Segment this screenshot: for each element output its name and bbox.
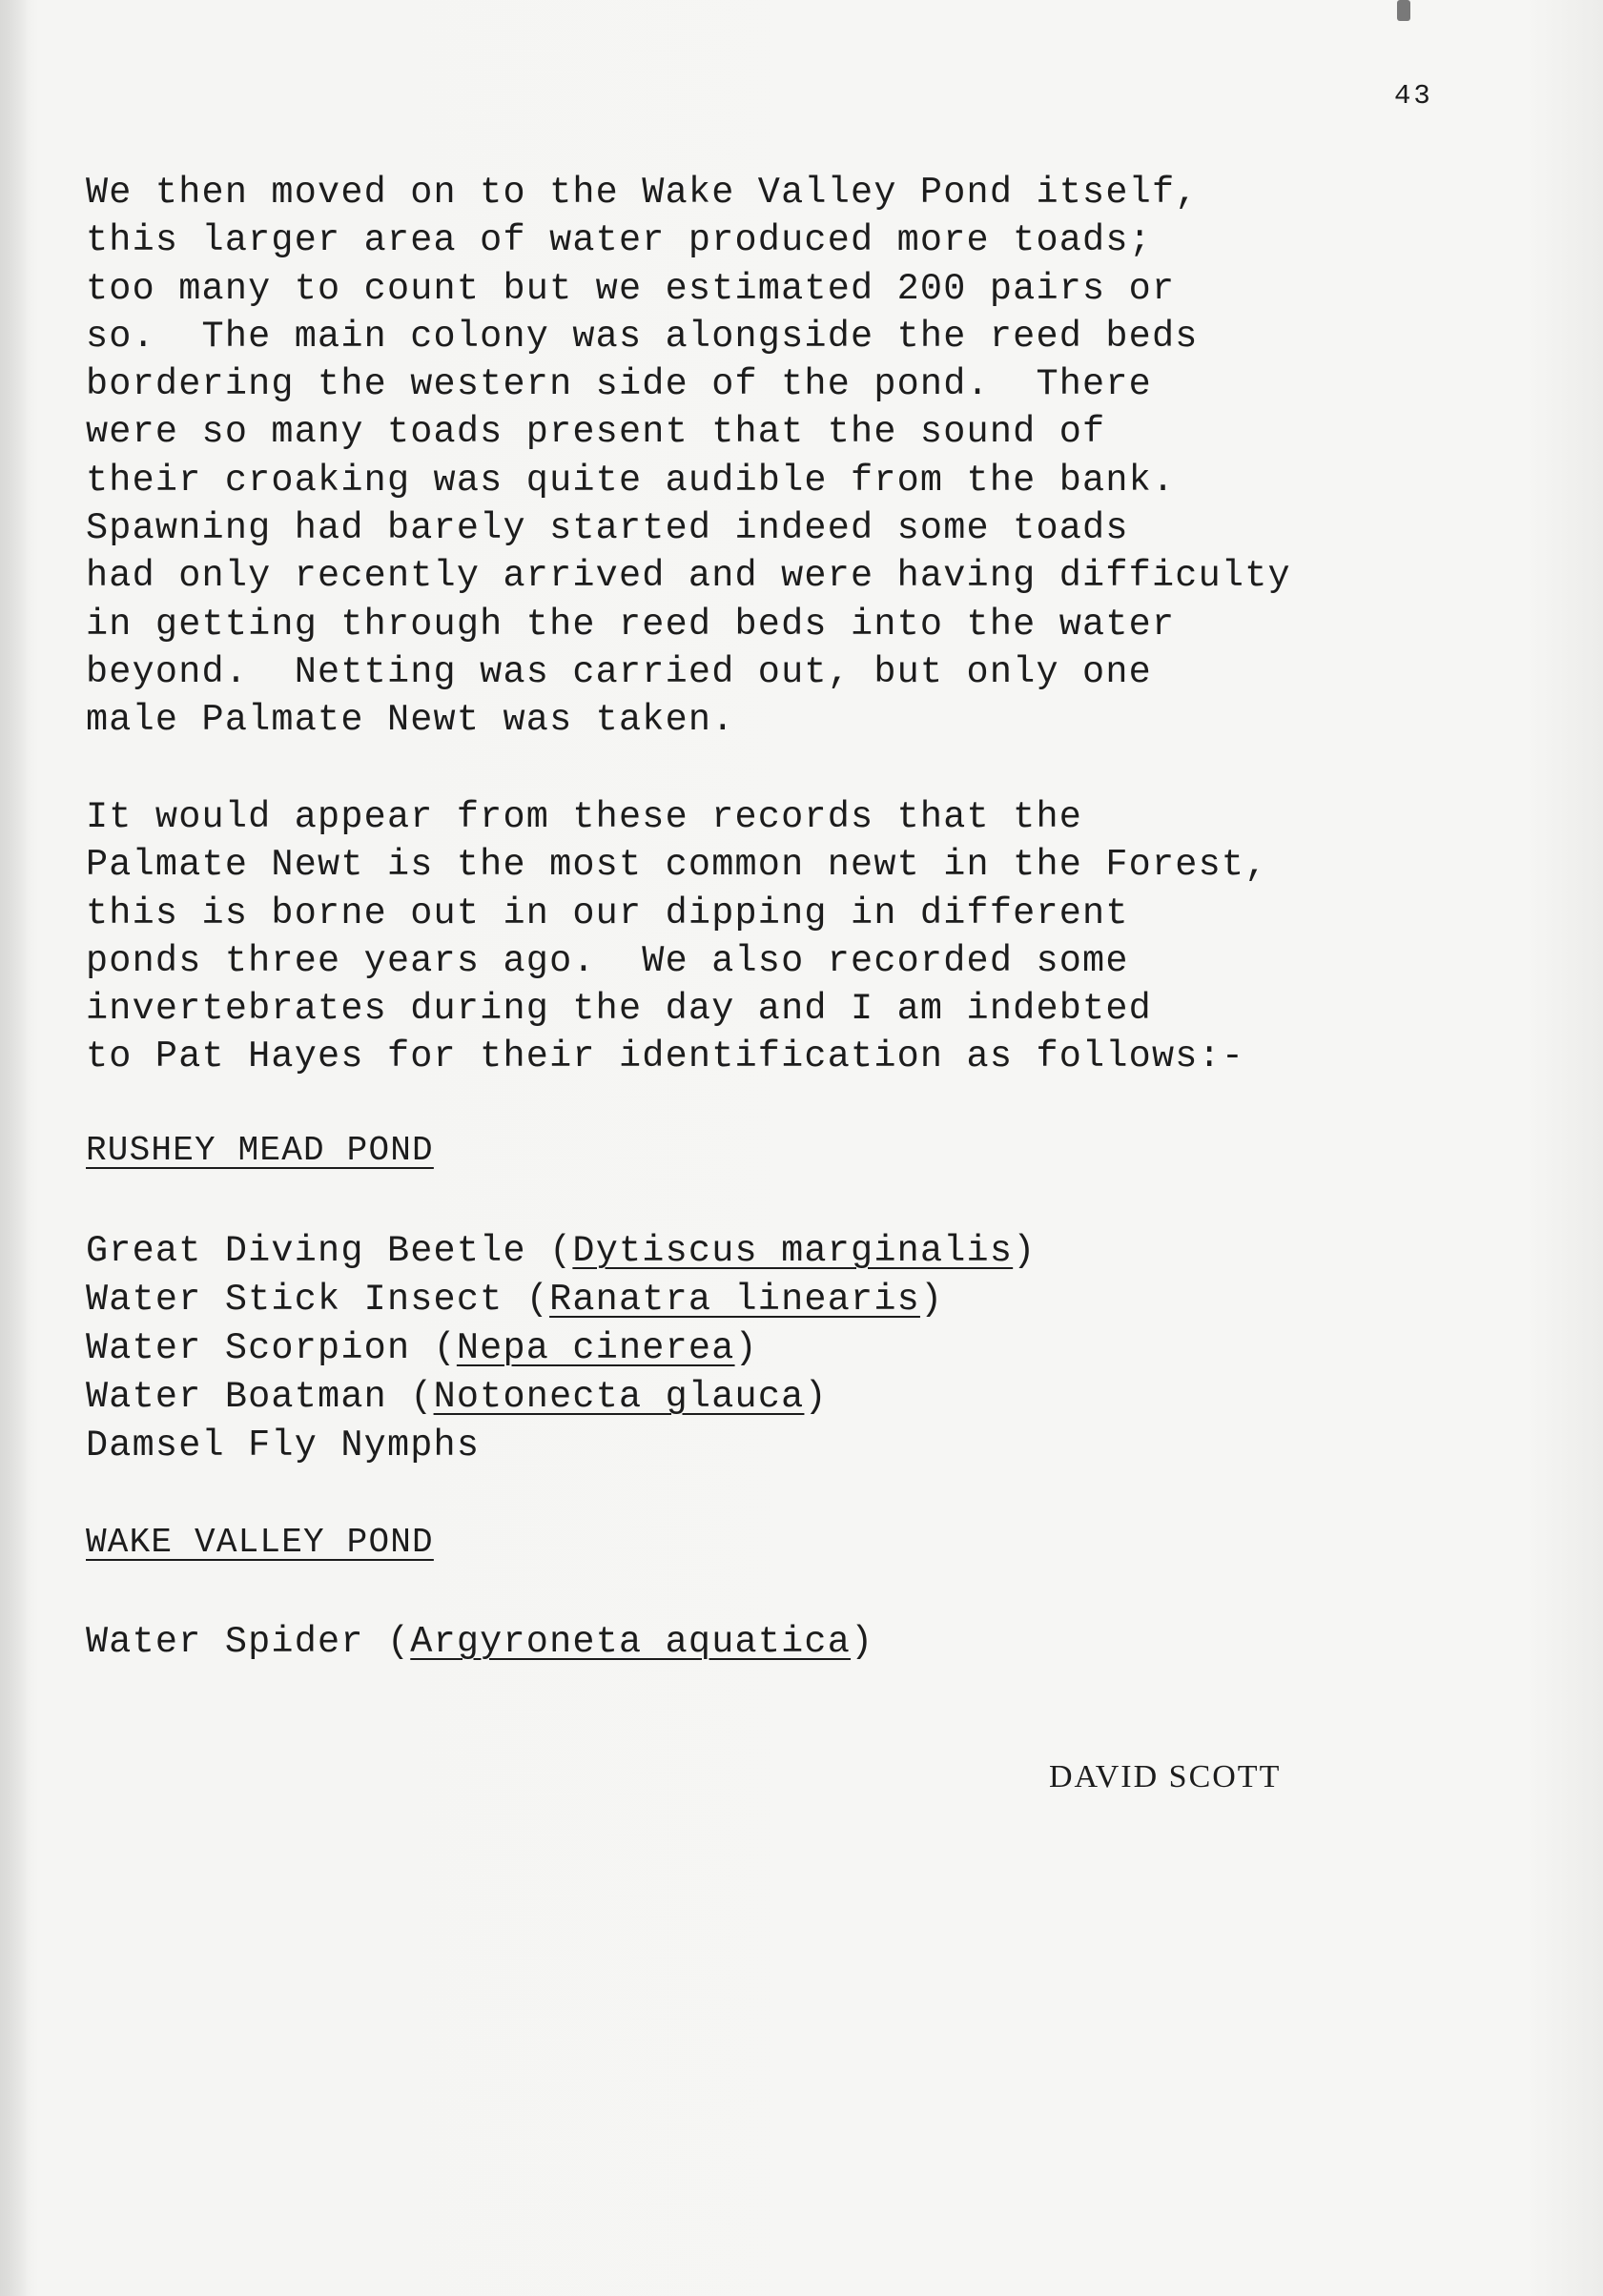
species-common-name: Water Spider [86,1621,364,1663]
paragraph-line: beyond. Netting was carried out, but only one [86,650,1152,693]
paragraph-line: so. The main colony was alongside the reed beds [86,315,1199,358]
species-latin-name: Ranatra linearis [549,1279,920,1321]
author-signature: DAVID SCOTT [1049,1759,1282,1794]
species-latin-name: Notonecta glauca [433,1376,805,1418]
paragraph-line: Spawning had barely started indeed some toads [86,507,1129,550]
species-list-wake-valley [86,1618,873,1667]
paragraph-line: bordering the western side of the pond. There [86,363,1152,406]
species-item: Water Spider (Argyroneta aquatica) [86,1621,874,1663]
species-common-name: Water Scorpion [86,1327,411,1369]
scan-edge-shadow [0,0,29,2296]
species-latin-name: Dytiscus marginalis [572,1230,1014,1272]
paragraph-line: We then moved on to the Wake Valley Pond itself, [86,172,1199,214]
species-list-rushey-mead [86,1227,1036,1470]
paragraph-line: ponds three years ago. We also recorded some [86,939,1129,982]
paragraph-line: in getting through the reed beds into the water [86,603,1176,646]
scan-corner-mark [1397,0,1410,21]
paragraph-line: this is borne out in our dipping in different [86,892,1129,934]
species-item: Water Scorpion (Nepa cinerea) [86,1327,758,1369]
section-heading-wake-valley: WAKE VALLEY POND [86,1523,434,1562]
species-latin-name: Argyroneta aquatica [410,1621,852,1663]
page-number: 43 [1394,80,1433,112]
paragraph-line: male Palmate Newt was taken. [86,699,735,742]
species-item: Water Boatman (Notonecta glauca) [86,1376,828,1418]
paragraph-line: to Pat Hayes for their identification as follows:- [86,1035,1245,1078]
paragraph-line: It would appear from these records that the [86,796,1083,838]
species-latin-name: Nepa cinerea [456,1327,735,1369]
paragraph-line: Palmate Newt is the most common newt in the Forest, [86,844,1268,887]
species-item: Water Stick Insect (Ranatra linearis) [86,1279,944,1321]
species-item: Great Diving Beetle (Dytiscus marginalis) [86,1230,1037,1272]
paragraph-line: had only recently arrived and were having difficulty [86,555,1291,598]
species-common-name: Water Boatman [86,1376,387,1418]
paragraph-line: were so many toads present that the sound of [86,411,1106,454]
paragraph-line: their croaking was quite audible from the bank. [86,459,1176,502]
species-common-name: Great Diving Beetle [86,1230,526,1272]
paragraph-line: invertebrates during the day and I am indebted [86,988,1152,1031]
paragraph-line: this larger area of water produced more toads; [86,219,1152,262]
paragraph-toads [86,169,1291,745]
species-common-name: Damsel Fly Nymphs [86,1425,481,1466]
paragraph-line: too many to count but we estimated 200 pairs or [86,267,1176,310]
paragraph-newts [86,793,1268,1081]
section-heading-rushey-mead: RUSHEY MEAD POND [86,1131,434,1170]
species-item [86,1422,1036,1470]
species-common-name: Water Stick Insect [86,1279,504,1321]
